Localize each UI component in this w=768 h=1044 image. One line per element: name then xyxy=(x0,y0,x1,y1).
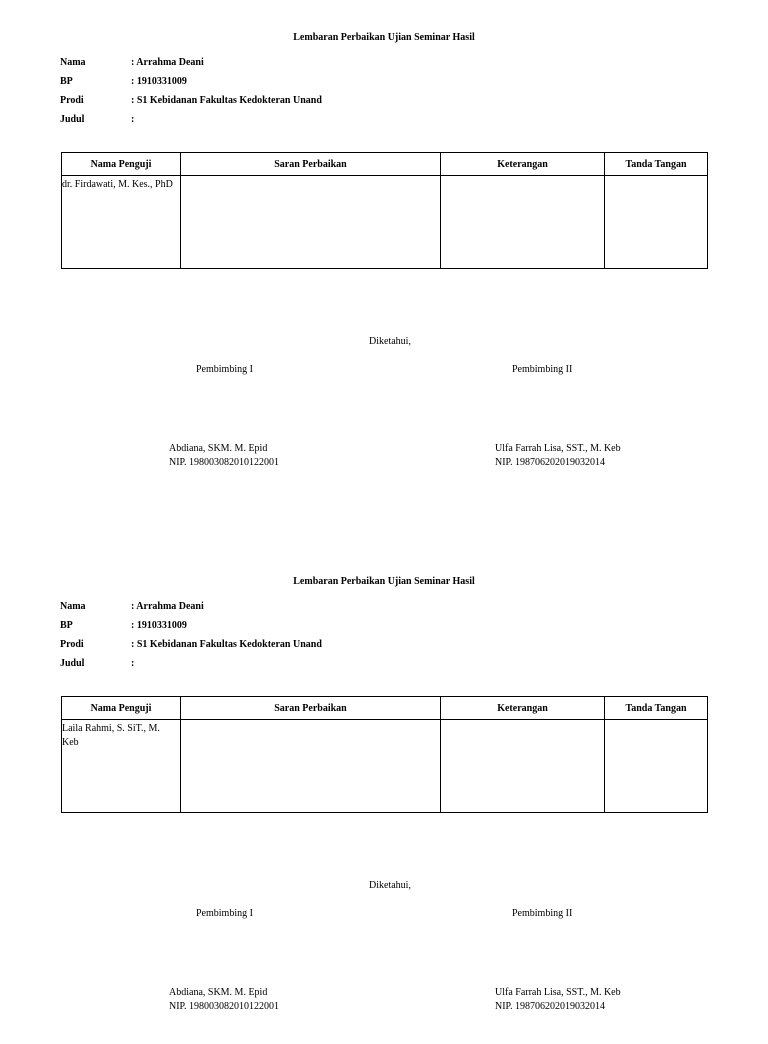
revision-form-2 xyxy=(0,544,768,1044)
field-value: : xyxy=(131,114,135,125)
field-label: Judul xyxy=(60,658,85,669)
field-label: Nama xyxy=(60,57,86,68)
field-value: : S1 Kebidanan Fakultas Kedokteran Unand xyxy=(131,639,322,650)
field-value: : S1 Kebidanan Fakultas Kedokteran Unand xyxy=(131,95,322,106)
supervisor-2-block xyxy=(495,442,621,470)
header-nama-penguji: Nama Penguji xyxy=(62,697,181,720)
supervisor-2-role: Pembimbing II xyxy=(512,908,573,919)
acknowledged-label: Diketahui, xyxy=(369,880,411,891)
supervisor-1-role: Pembimbing I xyxy=(196,908,253,919)
note-cell xyxy=(441,176,605,269)
note-cell xyxy=(441,720,605,813)
signature-cell xyxy=(605,720,708,813)
field-label: Prodi xyxy=(60,639,84,650)
header-keterangan: Keterangan xyxy=(441,697,605,720)
supervisor-2-role: Pembimbing II xyxy=(512,364,573,375)
revision-form-1 xyxy=(0,0,768,500)
field-label: Nama xyxy=(60,601,86,612)
header-keterangan: Keterangan xyxy=(441,153,605,176)
examiner-cell xyxy=(62,176,181,269)
form-title: Lembaran Perbaikan Ujian Seminar Hasil xyxy=(293,32,475,43)
field-label: BP xyxy=(60,76,73,87)
revision-table xyxy=(61,696,708,813)
examiner-name: Laila Rahmi, S. SiT., M. Keb xyxy=(62,723,160,748)
examiner-cell xyxy=(62,720,181,813)
supervisor-1-block xyxy=(169,986,279,1014)
form-title: Lembaran Perbaikan Ujian Seminar Hasil xyxy=(293,576,475,587)
header-saran-perbaikan: Saran Perbaikan xyxy=(181,697,441,720)
field-value: : Arrahma Deani xyxy=(131,601,204,612)
field-label: BP xyxy=(60,620,73,631)
field-value: : 1910331009 xyxy=(131,620,187,631)
header-saran-perbaikan: Saran Perbaikan xyxy=(181,153,441,176)
supervisor-1-block xyxy=(169,442,279,470)
supervisor-name: Abdiana, SKM. M. Epid xyxy=(169,987,268,998)
suggestion-cell xyxy=(181,176,441,269)
supervisor-nip: NIP. 198003082010122001 xyxy=(169,1001,280,1012)
suggestion-cell xyxy=(181,720,441,813)
supervisor-name: Ulfa Farrah Lisa, SST., M. Keb xyxy=(495,443,621,454)
supervisor-nip: NIP. 198003082010122001 xyxy=(169,457,280,468)
supervisor-name: Abdiana, SKM. M. Epid xyxy=(169,443,268,454)
table-header-row xyxy=(62,697,708,720)
header-tanda-tangan: Tanda Tangan xyxy=(605,153,708,176)
header-tanda-tangan: Tanda Tangan xyxy=(605,697,708,720)
table-row xyxy=(62,176,708,269)
field-value: : Arrahma Deani xyxy=(131,57,204,68)
table-row xyxy=(62,720,708,813)
signature-cell xyxy=(605,176,708,269)
examiner-name: dr. Firdawati, M. Kes., PhD xyxy=(62,179,173,190)
field-value: : xyxy=(131,658,135,669)
table-header-row xyxy=(62,153,708,176)
supervisor-nip: NIP. 198706202019032014 xyxy=(495,457,606,468)
revision-table xyxy=(61,152,708,269)
field-label: Judul xyxy=(60,114,85,125)
supervisor-nip: NIP. 198706202019032014 xyxy=(495,1001,606,1012)
header-nama-penguji: Nama Penguji xyxy=(62,153,181,176)
supervisor-name: Ulfa Farrah Lisa, SST., M. Keb xyxy=(495,987,621,998)
field-value: : 1910331009 xyxy=(131,76,187,87)
field-label: Prodi xyxy=(60,95,84,106)
acknowledged-label: Diketahui, xyxy=(369,336,411,347)
supervisor-2-block xyxy=(495,986,621,1014)
supervisor-1-role: Pembimbing I xyxy=(196,364,253,375)
